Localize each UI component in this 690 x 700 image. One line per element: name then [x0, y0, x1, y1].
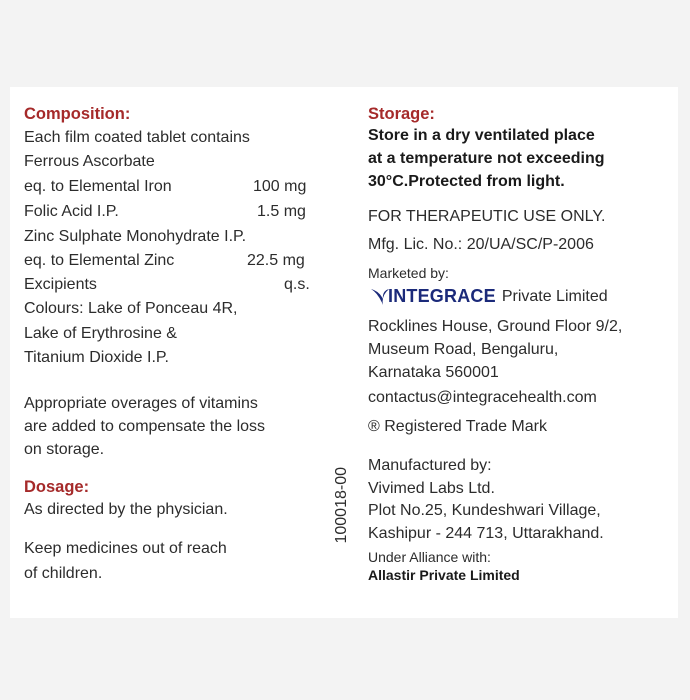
label-panel — [10, 87, 678, 618]
mfg-license: Mfg. Lic. No.: 20/UA/SC/P-2006 — [368, 236, 594, 253]
zinc-value: 22.5 mg — [247, 252, 305, 269]
colours-line: Colours: Lake of Ponceau 4R, — [24, 300, 238, 317]
manufacturer-line: Kashipur - 244 713, Uttarakhand. — [368, 525, 604, 542]
storage-heading: Storage: — [368, 105, 435, 123]
manufacturer-line: Plot No.25, Kundeshwari Village, — [368, 502, 601, 519]
overages-line: on storage. — [24, 441, 105, 458]
marketed-by-label: Marketed by: — [368, 265, 449, 281]
manufacturer-line: Vivimed Labs Ltd. — [368, 480, 495, 497]
folic-value: 1.5 mg — [257, 203, 306, 220]
composition-line: Each film coated tablet contains — [24, 129, 250, 146]
iron-label: eq. to Elemental Iron — [24, 178, 172, 195]
overages-line: are added to compensate the loss — [24, 418, 266, 435]
address-line: Karnataka 560001 — [368, 364, 499, 381]
zinc-label: eq. to Elemental Zinc — [24, 252, 175, 269]
excipients-value: q.s. — [284, 276, 310, 293]
address-line: Rocklines House, Ground Floor 9/2, — [368, 318, 623, 335]
colours-line: Lake of Erythrosine & — [24, 325, 177, 342]
brand-suffix: Private Limited — [501, 287, 608, 305]
address-line: Museum Road, Bengaluru, — [368, 341, 559, 358]
trademark-note: ® Registered Trade Mark — [368, 418, 547, 435]
contact-email: contactus@integracehealth.com — [368, 389, 597, 406]
brand-name: INTEGRACE — [388, 286, 496, 306]
integrace-swoosh-icon — [370, 287, 390, 307]
composition-heading: Composition: — [24, 105, 131, 123]
dosage-heading: Dosage: — [24, 478, 90, 496]
storage-line: at a temperature not exceeding — [368, 150, 605, 167]
therapeutic-use: FOR THERAPEUTIC USE ONLY. — [368, 208, 606, 225]
folic-label: Folic Acid I.P. — [24, 203, 119, 220]
manufactured-by-label: Manufactured by: — [368, 457, 492, 474]
composition-line: Ferrous Ascorbate — [24, 153, 155, 170]
excipients-label: Excipients — [24, 276, 97, 293]
batch-code: 100018-00 — [333, 467, 350, 544]
zinc-sulphate-line: Zinc Sulphate Monohydrate I.P. — [24, 228, 247, 245]
warning-line: Keep medicines out of reach — [24, 540, 227, 557]
iron-value: 100 mg — [253, 178, 307, 195]
alliance-label: Under Alliance with: — [368, 549, 491, 565]
storage-line: 30°C.Protected from light. — [368, 173, 565, 190]
alliance-name: Allastir Private Limited — [368, 567, 520, 583]
dosage-line: As directed by the physician. — [24, 501, 228, 518]
integrace-logo — [370, 286, 608, 307]
colours-line: Titanium Dioxide I.P. — [24, 349, 169, 366]
storage-line: Store in a dry ventilated place — [368, 127, 595, 144]
overages-line: Appropriate overages of vitamins — [24, 395, 258, 412]
warning-line: of children. — [24, 565, 103, 582]
